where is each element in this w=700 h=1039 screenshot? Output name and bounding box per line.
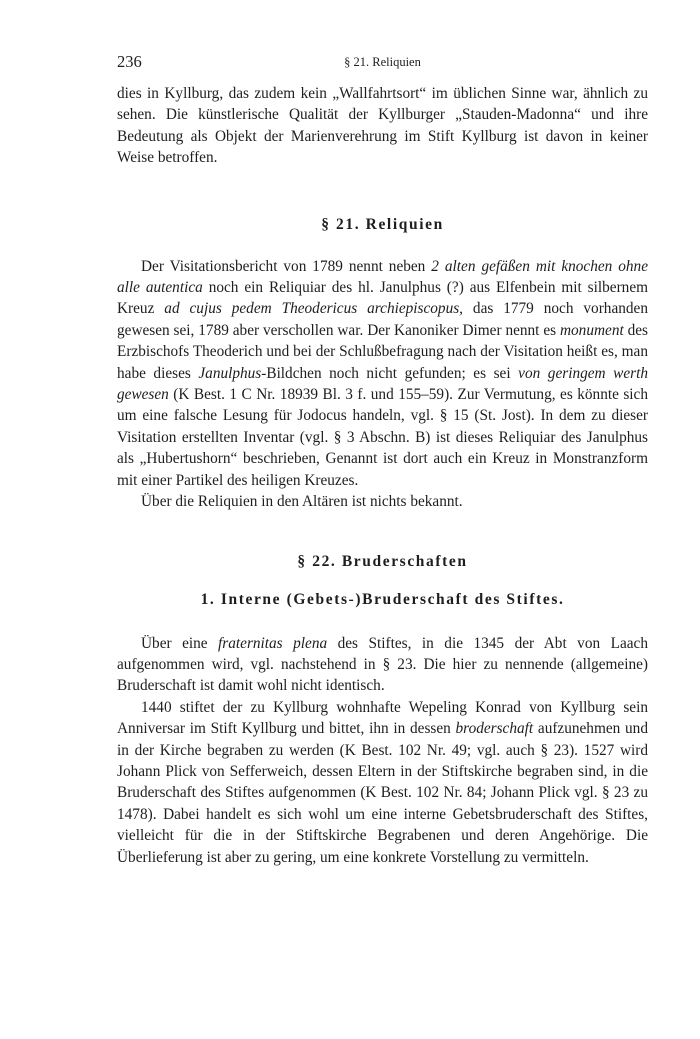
text-run: noch ein Reliquiar des hl. Janulphus (?) aus Elfenbein mit silbernem Kreuz	[117, 279, 649, 318]
page-header	[117, 52, 648, 76]
text-run: (K Best. 1 C Nr. 18939 Bl. 3 f. und 155–59). Zur Vermutung, es könnte sich um eine falsche Lesung für Jodocus handeln, vgl. § 15 (St. Jost). In dem zu dieser Visitation erstellten Inventar (vgl. § 3 Abschn. B) ist dieses Reliquiar des Janulphus als „Hubertushorn“ beschrieben, Genannt ist dort auch ein Kreuz in Monstranzform mit einer Partikel des heiligen Kreuzes.	[117, 386, 648, 489]
italic-quote: 2 alten gefäßen mit knochen ohne alle autentica	[117, 257, 648, 297]
text-run: des Stiftes, in die 1345 der Abt von Laach aufgenommen wird, vgl. nachstehend in § 23. Die hier zu nennende (allgemeine) Bruderschaft ist damit wohl nicht identisch.	[117, 634, 648, 695]
section-heading-21: § 21. Reliquien	[321, 215, 444, 233]
italic-quote: monument	[559, 321, 624, 339]
italic-quote: von geringem werth gewesen	[117, 364, 648, 404]
section-heading-22: § 22. Bruderschaften	[297, 552, 468, 570]
running-title: § 21. Reliquien	[344, 55, 421, 69]
carry-over-paragraph: dies in Kyllburg, das zudem kein „Wallfahrtsort“ im üblichen Sinne war, ähnlich zu sehen. Die künstlerische Qualität der Kyllburger „Stauden-Madonna“ und ihre Bedeutung als Objekt der Marienverehrung im Stift Kyllburg ist davon in keiner Weise betroffen.	[117, 85, 648, 167]
paragraph-altar-relics: Über die Reliquien in den Altären ist nichts bekannt.	[141, 493, 463, 511]
italic-quote: ad cujus pedem Theodericus archiepiscopus,	[164, 300, 463, 318]
text-run: das 1779 noch vorhanden gewesen sei, 1789 aber verschollen war. Der Kanoniker Dimer nennt es	[117, 300, 648, 339]
page-body	[117, 52, 648, 868]
text-run: -Bildchen noch nicht gefunden; es sei	[261, 364, 519, 382]
paragraph-1440	[117, 697, 648, 868]
page-number: 236	[117, 52, 142, 71]
text-run: aufzunehmen und in der Kirche begraben zu werden (K Best. 102 Nr. 49; vgl. auch § 23). 1527 wird Johann Plick von Sefferweich, dessen Eltern in der Stiftskirche begraben sind, in die Bruderschaft des Stiftes aufgenommen (K Best. 102 Nr. 84; Johann Plick vgl. § 23 zu 1478). Dabei handelt es sich wohl um eine interne Gebetsbruderschaft des Stiftes, vielleicht für die in der Stiftskirche Begrabenen und deren Angehörige. Die Überlieferung ist aber zu gering, um eine konkrete Vorstellung zu vermitteln.	[117, 720, 648, 866]
italic-quote: fraternitas plena	[218, 634, 328, 652]
italic-quote: Janulphus	[198, 364, 262, 382]
paragraph-visitation	[117, 256, 648, 491]
subsection-heading: 1. Interne (Gebets-)Bruderschaft des Stiftes.	[200, 590, 565, 608]
paragraph-fraternitas	[117, 633, 648, 697]
text-run: des Erzbischofs Theoderich und bei der Schlußbefragung nach der Visitation heißt es, man habe dieses	[117, 321, 649, 382]
text-run: 1440 stiftet der zu Kyllburg wohnhafte Wepeling Konrad von Kyllburg sein Anniversar im Stift Kyllburg und bittet, ihn in dessen	[117, 698, 648, 738]
text-run: Der Visitationsbericht von 1789 nennt neben	[141, 257, 432, 275]
text-run: Über eine	[141, 634, 219, 652]
italic-quote: broderschaft	[455, 720, 534, 738]
